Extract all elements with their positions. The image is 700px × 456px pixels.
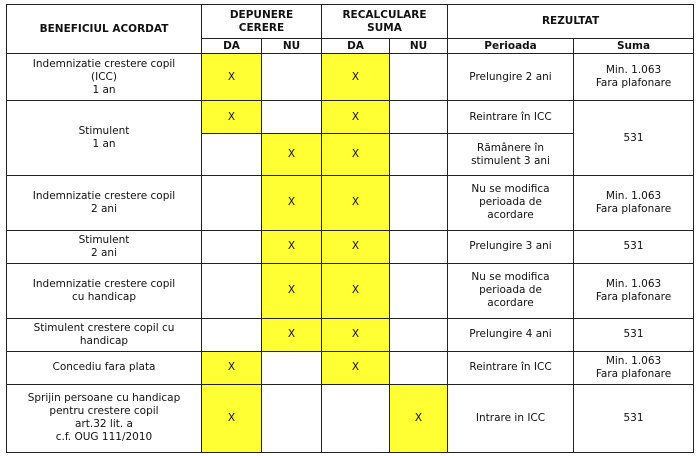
depunere-nu-cell <box>262 101 322 134</box>
depunere-nu-cell <box>262 351 322 384</box>
recalculare-da-cell: X <box>322 175 390 230</box>
table-row <box>7 351 694 384</box>
beneficiu-cell: Stimulent 2 ani <box>7 230 202 263</box>
beneficiu-cell: Indemnizatie crestere copil (ICC) 1 an <box>7 54 202 101</box>
depunere-da-cell <box>202 230 262 263</box>
header-rec-nu: NU <box>390 39 448 54</box>
beneficiu-cell: Concediu fara plata <box>7 351 202 384</box>
suma-cell: Min. 1.063 Fara plafonare <box>574 351 694 384</box>
recalculare-nu-cell <box>390 54 448 101</box>
depunere-nu-cell <box>262 54 322 101</box>
beneficiu-cell: Sprijin persoane cu handicap pentru crestere copil art.32 lit. a c.f. OUG 111/2010 <box>7 384 202 452</box>
perioada-cell: Reintrare în ICC <box>448 101 574 134</box>
perioada-cell: Reintrare în ICC <box>448 351 574 384</box>
header-rezultat: REZULTAT <box>448 5 694 39</box>
suma-cell: 531 <box>574 101 694 176</box>
recalculare-nu-cell <box>390 134 448 176</box>
header-suma: Suma <box>574 39 694 54</box>
depunere-da-cell <box>202 318 262 351</box>
recalculare-nu-cell: X <box>390 384 448 452</box>
table-row <box>7 263 694 318</box>
recalculare-da-cell: X <box>322 134 390 176</box>
suma-cell: Min. 1.063 Fara plafonare <box>574 175 694 230</box>
benefits-table <box>6 4 694 453</box>
recalculare-da-cell: X <box>322 230 390 263</box>
perioada-cell: Intrare in ICC <box>448 384 574 452</box>
header-beneficiul: BENEFICIUL ACORDAT <box>7 5 202 54</box>
perioada-cell: Rămânere în stimulent 3 ani <box>448 134 574 176</box>
beneficiu-cell: Stimulent crestere copil cu handicap <box>7 318 202 351</box>
recalculare-nu-cell <box>390 101 448 134</box>
depunere-nu-cell: X <box>262 230 322 263</box>
depunere-da-cell: X <box>202 384 262 452</box>
recalculare-nu-cell <box>390 351 448 384</box>
depunere-da-cell <box>202 263 262 318</box>
suma-cell: Min. 1.063 Fara plafonare <box>574 54 694 101</box>
depunere-nu-cell <box>262 384 322 452</box>
depunere-da-cell: X <box>202 54 262 101</box>
table-row <box>7 175 694 230</box>
perioada-cell: Prelungire 3 ani <box>448 230 574 263</box>
perioada-cell: Prelungire 2 ani <box>448 54 574 101</box>
depunere-nu-cell: X <box>262 175 322 230</box>
recalculare-nu-cell <box>390 318 448 351</box>
table-row <box>7 54 694 101</box>
recalculare-da-cell: X <box>322 318 390 351</box>
header-perioada: Perioada <box>448 39 574 54</box>
depunere-nu-cell: X <box>262 134 322 176</box>
table-row <box>7 230 694 263</box>
header-depunere: DEPUNERE CERERE <box>202 5 322 39</box>
header-recalculare: RECALCULARE SUMA <box>322 5 448 39</box>
beneficiu-cell: Indemnizatie crestere copil 2 ani <box>7 175 202 230</box>
suma-cell: 531 <box>574 318 694 351</box>
table-row <box>7 101 694 134</box>
depunere-da-cell <box>202 175 262 230</box>
beneficiu-cell: Stimulent 1 an <box>7 101 202 176</box>
perioada-cell: Prelungire 4 ani <box>448 318 574 351</box>
suma-cell: Min. 1.063 Fara plafonare <box>574 263 694 318</box>
depunere-da-cell <box>202 134 262 176</box>
table-row <box>7 318 694 351</box>
recalculare-da-cell: X <box>322 263 390 318</box>
recalculare-da-cell: X <box>322 54 390 101</box>
header-dep-da: DA <box>202 39 262 54</box>
beneficiu-cell: Indemnizatie crestere copil cu handicap <box>7 263 202 318</box>
depunere-da-cell: X <box>202 351 262 384</box>
recalculare-nu-cell <box>390 175 448 230</box>
recalculare-da-cell: X <box>322 101 390 134</box>
perioada-cell: Nu se modifica perioada de acordare <box>448 175 574 230</box>
recalculare-da-cell <box>322 384 390 452</box>
recalculare-nu-cell <box>390 230 448 263</box>
header-rec-da: DA <box>322 39 390 54</box>
suma-cell: 531 <box>574 230 694 263</box>
depunere-da-cell: X <box>202 101 262 134</box>
depunere-nu-cell: X <box>262 318 322 351</box>
suma-cell: 531 <box>574 384 694 452</box>
depunere-nu-cell: X <box>262 263 322 318</box>
table-row <box>7 384 694 452</box>
recalculare-da-cell: X <box>322 351 390 384</box>
perioada-cell: Nu se modifica perioada de acordare <box>448 263 574 318</box>
recalculare-nu-cell <box>390 263 448 318</box>
header-dep-nu: NU <box>262 39 322 54</box>
